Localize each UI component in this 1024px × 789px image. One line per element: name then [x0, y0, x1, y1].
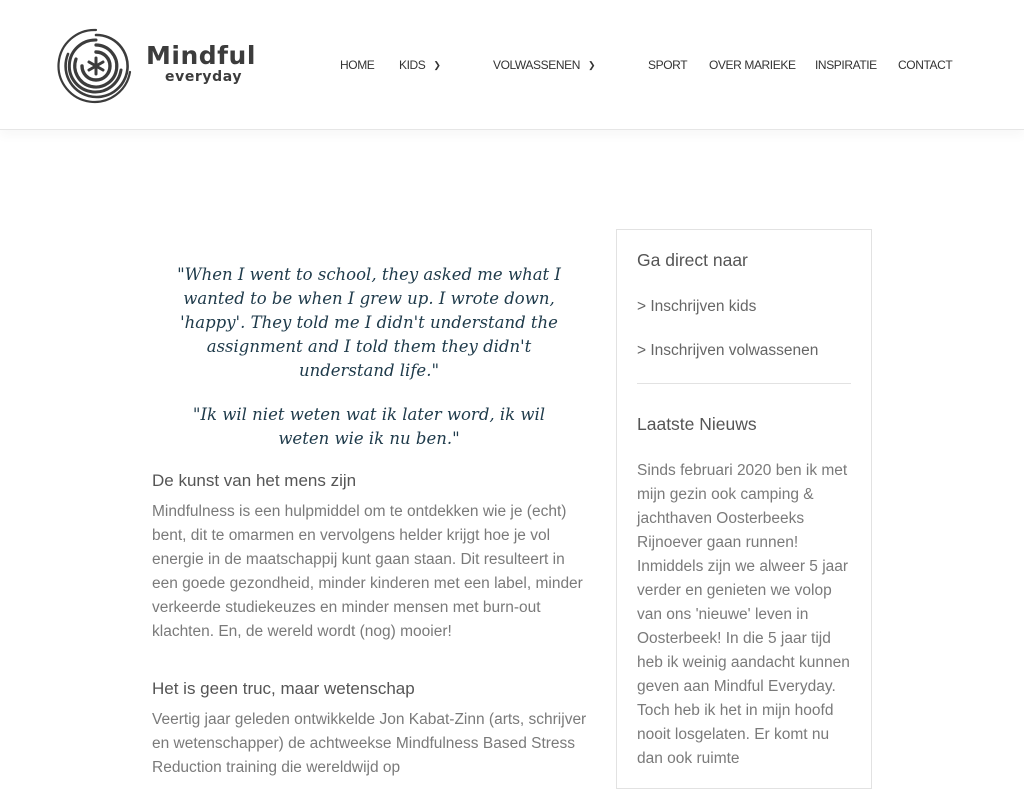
sidebar-title-ga-direct-naar: Ga direct naar: [637, 250, 748, 270]
sidebar-divider: [637, 383, 851, 384]
nav-kids-label: KIDS: [399, 58, 426, 72]
logo-wordmark: Mindful: [146, 41, 256, 70]
nav-volwassenen[interactable]: [493, 56, 595, 74]
nav-volwassenen-label: VOLWASSENEN: [493, 58, 580, 72]
site-logo[interactable]: [56, 26, 266, 104]
spiral-asterisk-logo-icon: [56, 26, 136, 106]
link-inschrijven-kids[interactable]: > Inschrijven kids: [637, 298, 757, 315]
site-header: [0, 0, 1024, 130]
sidebar-title-laatste-nieuws: Laatste Nieuws: [637, 414, 757, 434]
chevron-down-icon: ❯: [587, 60, 596, 70]
link-inschrijven-volwassenen[interactable]: > Inschrijven volwassenen: [637, 342, 819, 359]
nav-over-marieke[interactable]: OVER MARIEKE: [709, 58, 796, 72]
heading-geen-truc: Het is geen truc, maar wetenschap: [152, 679, 415, 698]
nav-kids[interactable]: [399, 56, 441, 74]
paragraph-wetenschap: Veertig jaar geleden ontwikkelde Jon Kabat-Zinn (arts, schrijver en wetenschapper) de achtweekse Mindfulness Based Stress Reduction training die wereldwijd op: [152, 711, 587, 776]
sidebar: [616, 229, 872, 789]
heading-kunst-mens-zijn: De kunst van het mens zijn: [152, 471, 357, 490]
nav-contact[interactable]: CONTACT: [898, 58, 953, 72]
nav-home[interactable]: HOME: [340, 58, 375, 72]
quote-wie-ik-ben: "Ik wil niet weten wat ik later word, ik wil weten wie ik nu ben.": [192, 405, 546, 448]
nav-sport[interactable]: SPORT: [648, 58, 688, 72]
news-text: Sinds februari 2020 ben ik met mijn gezin ook camping & jachthaven Oosterbeeks Rijnoever gaan runnen! Inmiddels zijn we alweer 5 jaar verder en genieten we volop van ons 'nieuwe' leven in Oosterbeek! In die 5 jaar tijd heb ik weinig aandacht kunnen geven aan Mindful Everyday. Toch heb ik het in mijn hoofd nooit losgelaten. Er komt nu dan ook ruimte: [637, 462, 850, 767]
quote-happy: "When I went to school, they asked me what I wanted to be when I grew up. I wrote down, 'happy'. They told me I didn't understand the assignment and I told them they didn't understand life.": [177, 265, 561, 380]
paragraph-mindfulness: Mindfulness is een hulpmiddel om te ontdekken wie je (echt) bent, dit te omarmen en vervolgens helder krijgt hoe je vol energie in de maatschappij kunt gaan staan. Dit resulteert in een goede gezondheid, minder kinderen met een label, minder verkeerde studiekeuzes en minder mensen met burn-out klachten. En, de wereld wordt (nog) mooier!: [152, 503, 583, 640]
nav-inspiratie[interactable]: INSPIRATIE: [815, 58, 877, 72]
chevron-down-icon: ❯: [433, 60, 441, 70]
logo-tagline: everyday: [165, 69, 243, 85]
